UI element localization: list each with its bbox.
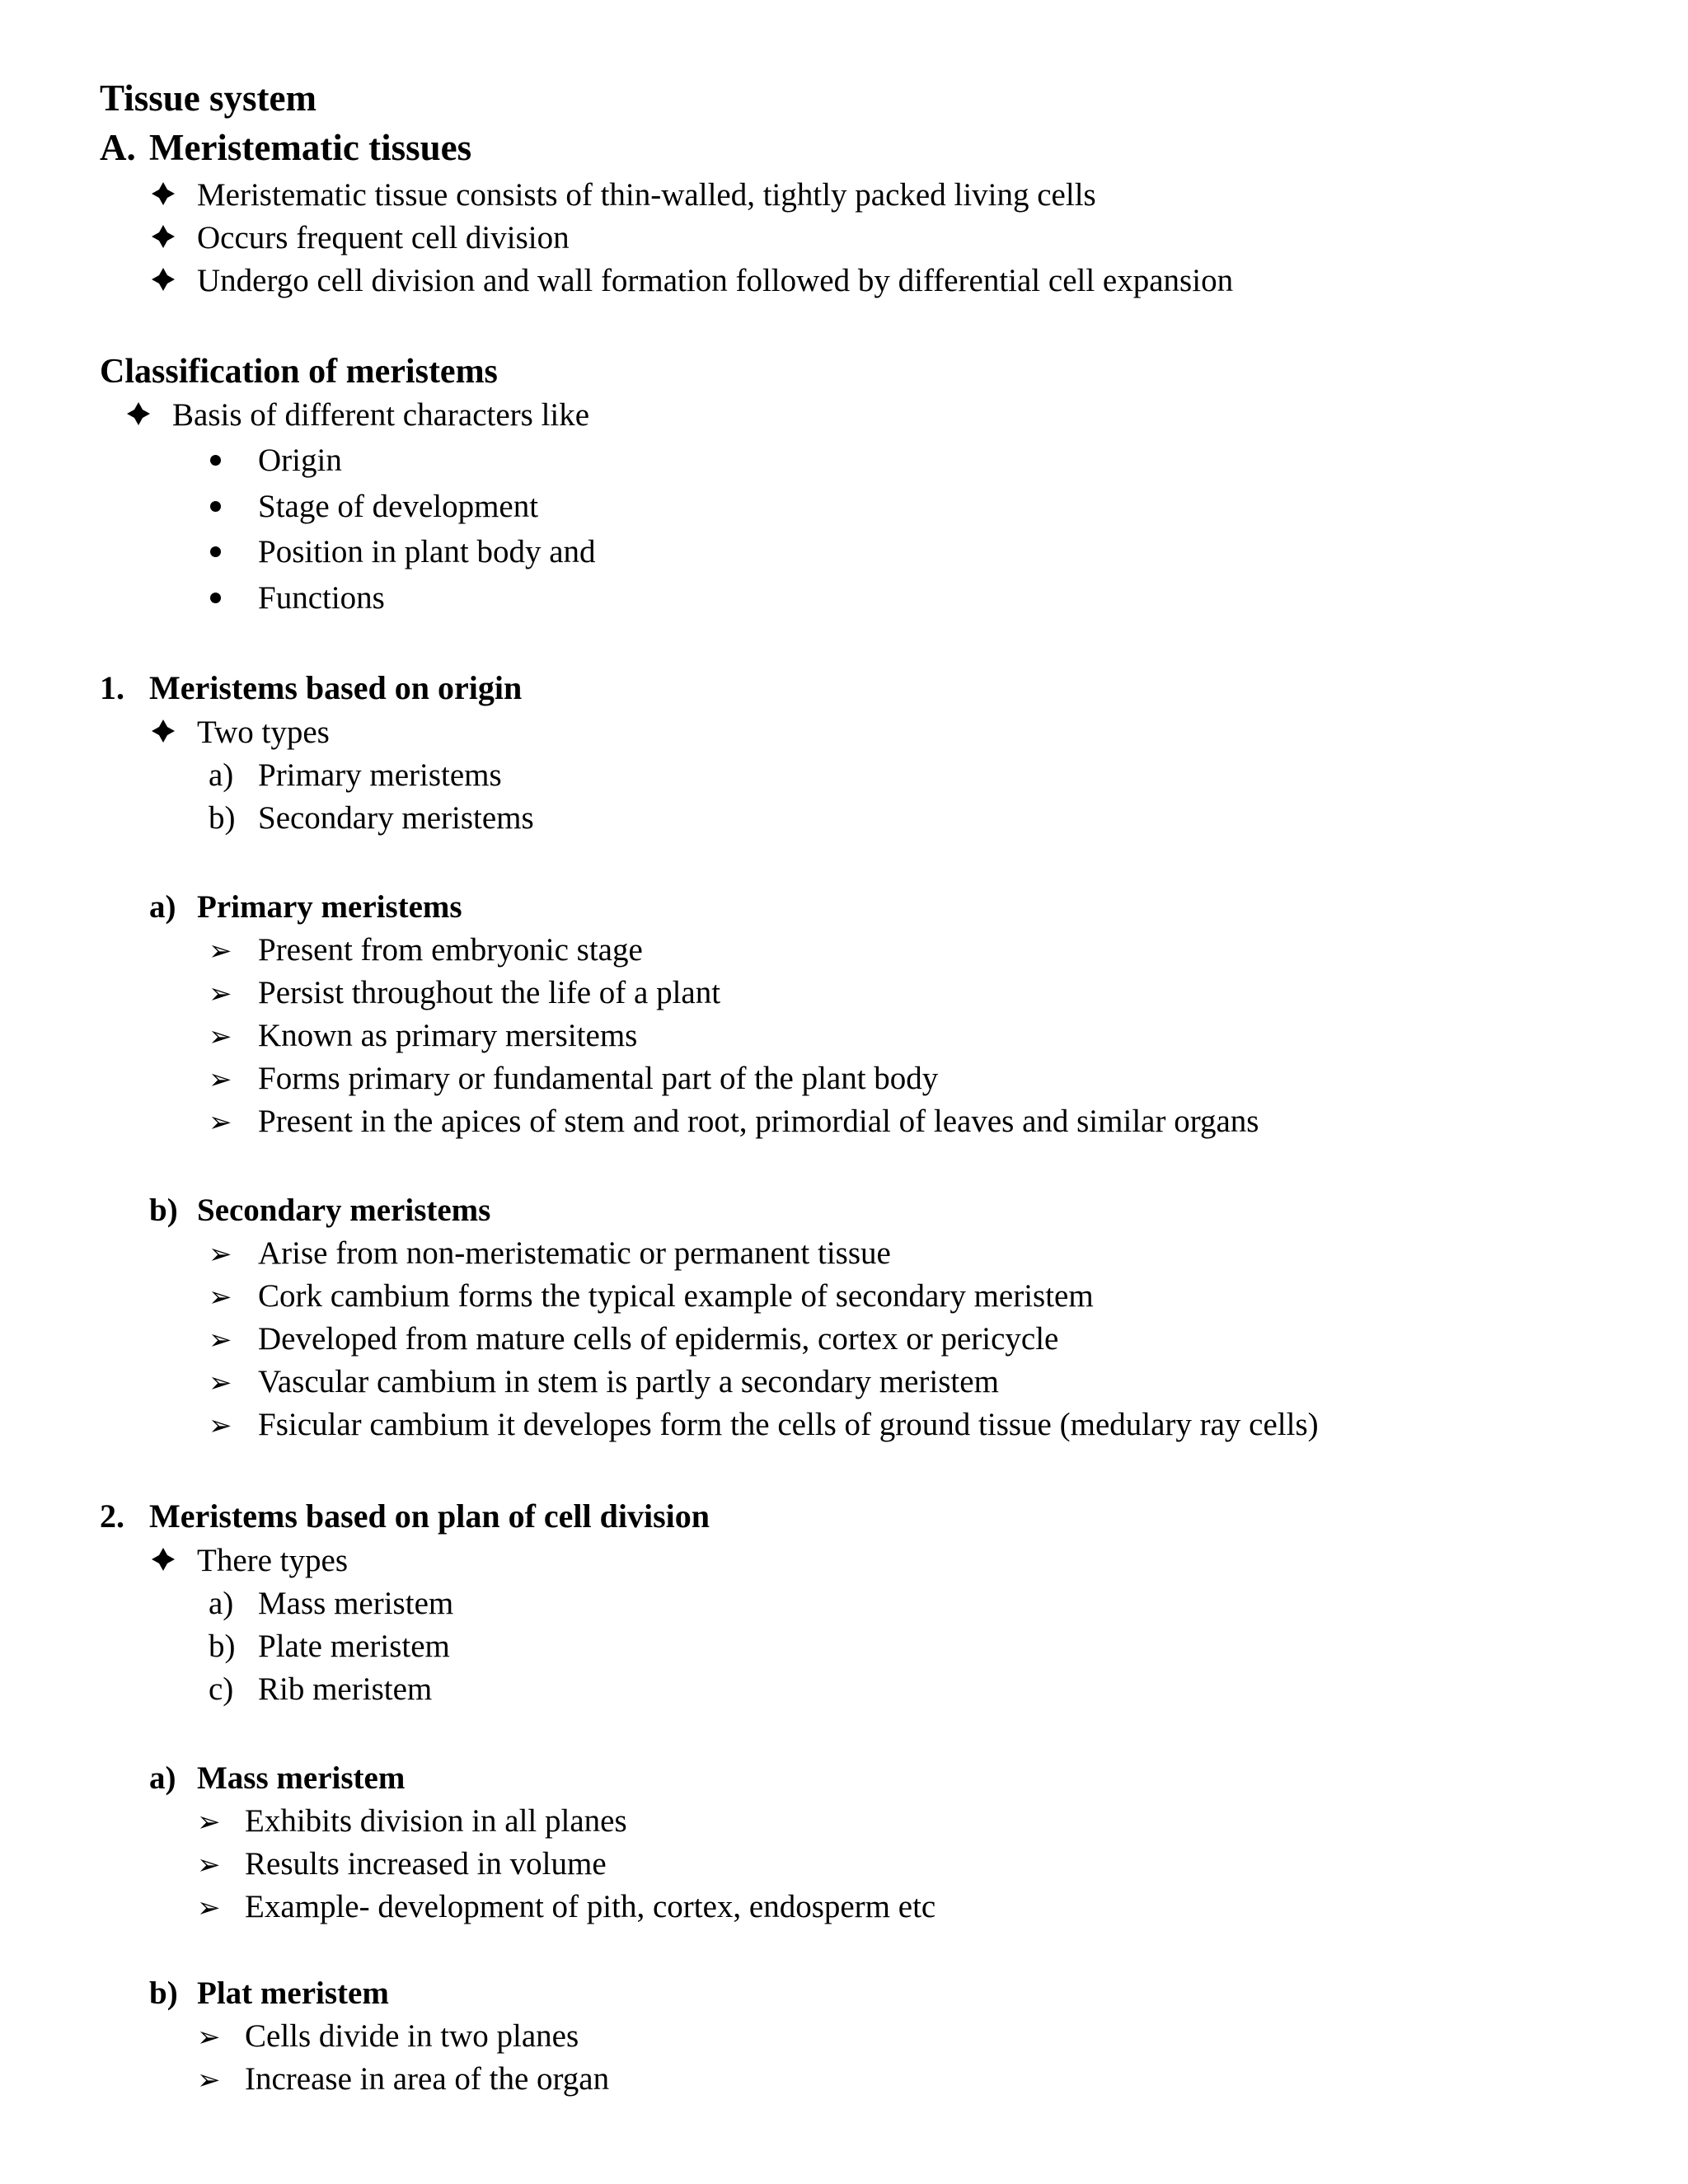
arrow-bullet-icon: ➢ [209, 1063, 232, 1096]
document-title: Tissue system [100, 77, 316, 119]
section-1-intro: Two types [197, 715, 330, 750]
primary-point-1: Present from embryonic stage [258, 932, 643, 968]
diamond-bullet-icon [150, 266, 176, 293]
classification-intro: Basis of different characters like [172, 397, 590, 433]
plat-meristem-heading: Plat meristem [197, 1975, 389, 2011]
arrow-bullet-icon: ➢ [209, 977, 232, 1010]
section-1-number: 1. [100, 669, 124, 706]
dot-bullet-icon [210, 593, 221, 603]
section-2-type-label: b) [209, 1629, 236, 1664]
classification-heading: Classification of meristems [100, 353, 498, 391]
arrow-bullet-icon: ➢ [209, 1324, 232, 1357]
mass-point-1: Exhibits division in all planes [245, 1803, 627, 1839]
arrow-bullet-icon: ➢ [209, 1281, 232, 1314]
arrow-bullet-icon: ➢ [197, 2021, 221, 2054]
section-1-type-label: b) [209, 800, 236, 836]
section-2-type-2: Plate meristem [258, 1629, 450, 1664]
plat-point-1: Cells divide in two planes [245, 2018, 579, 2054]
arrow-bullet-icon: ➢ [209, 1020, 232, 1053]
secondary-point-4: Vascular cambium in stem is partly a secondary meristem [258, 1364, 999, 1399]
primary-meristems-heading: Primary meristems [197, 889, 462, 925]
classification-item-2: Stage of development [258, 489, 539, 524]
section-a-bullet-1: Meristematic tissue consists of thin-walled, tightly packed living cells [197, 177, 1096, 213]
secondary-point-2: Cork cambium forms the typical example of secondary meristem [258, 1278, 1094, 1314]
classification-item-1: Origin [258, 443, 342, 478]
section-2-type-label: a) [209, 1586, 234, 1621]
arrow-bullet-icon: ➢ [197, 1849, 221, 1882]
classification-item-4: Functions [258, 580, 385, 616]
primary-point-4: Forms primary or fundamental part of the plant body [258, 1061, 939, 1096]
primary-meristems-label: a) [149, 889, 176, 925]
plat-point-2: Increase in area of the organ [245, 2061, 610, 2097]
diamond-bullet-icon [150, 180, 176, 207]
dot-bullet-icon [210, 455, 221, 466]
section-a-label: A. [100, 127, 136, 168]
classification-item-3: Position in plant body and [258, 534, 596, 569]
primary-point-3: Known as primary mersitems [258, 1018, 638, 1053]
arrow-bullet-icon: ➢ [209, 1238, 232, 1271]
mass-meristem-label: a) [149, 1760, 176, 1796]
secondary-point-3: Developed from mature cells of epidermis, cortex or pericycle [258, 1321, 1059, 1357]
section-2-type-1: Mass meristem [258, 1586, 454, 1621]
secondary-meristems-heading: Secondary meristems [197, 1193, 491, 1228]
section-2-heading: Meristems based on plan of cell division [149, 1497, 710, 1535]
dot-bullet-icon [210, 546, 221, 557]
section-1-type-1: Primary meristems [258, 757, 502, 793]
diamond-bullet-icon [150, 1546, 176, 1572]
dot-bullet-icon [210, 501, 221, 512]
arrow-bullet-icon: ➢ [197, 1891, 221, 1924]
secondary-point-1: Arise from non-meristematic or permanent tissue [258, 1235, 891, 1271]
section-a-bullet-3: Undergo cell division and wall formation followed by differential cell expansion [197, 263, 1234, 298]
diamond-bullet-icon [150, 718, 176, 744]
section-2-type-3: Rib meristem [258, 1671, 433, 1707]
arrow-bullet-icon: ➢ [209, 1366, 232, 1399]
plat-meristem-label: b) [149, 1975, 178, 2011]
mass-point-2: Results increased in volume [245, 1846, 607, 1882]
mass-point-3: Example- development of pith, cortex, endosperm etc [245, 1889, 936, 1924]
arrow-bullet-icon: ➢ [197, 1806, 221, 1839]
diamond-bullet-icon [150, 223, 176, 250]
section-2-intro: There types [197, 1543, 349, 1578]
secondary-point-5: Fsicular cambium it developes form the cells of ground tissue (medulary ray cells) [258, 1407, 1319, 1442]
secondary-meristems-label: b) [149, 1193, 178, 1228]
mass-meristem-heading: Mass meristem [197, 1760, 406, 1796]
arrow-bullet-icon: ➢ [209, 1409, 232, 1442]
section-1-type-label: a) [209, 757, 234, 793]
section-1-type-2: Secondary meristems [258, 800, 534, 836]
section-a-bullet-2: Occurs frequent cell division [197, 220, 570, 255]
section-2-number: 2. [100, 1497, 124, 1535]
section-1-heading: Meristems based on origin [149, 669, 523, 706]
primary-point-5: Present in the apices of stem and root, primordial of leaves and similar organs [258, 1104, 1259, 1139]
diamond-bullet-icon [125, 401, 152, 427]
arrow-bullet-icon: ➢ [209, 1106, 232, 1139]
arrow-bullet-icon: ➢ [209, 935, 232, 968]
section-2-type-label: c) [209, 1671, 234, 1707]
primary-point-2: Persist throughout the life of a plant [258, 975, 721, 1010]
arrow-bullet-icon: ➢ [197, 2064, 221, 2097]
section-a-heading: Meristematic tissues [149, 127, 472, 168]
